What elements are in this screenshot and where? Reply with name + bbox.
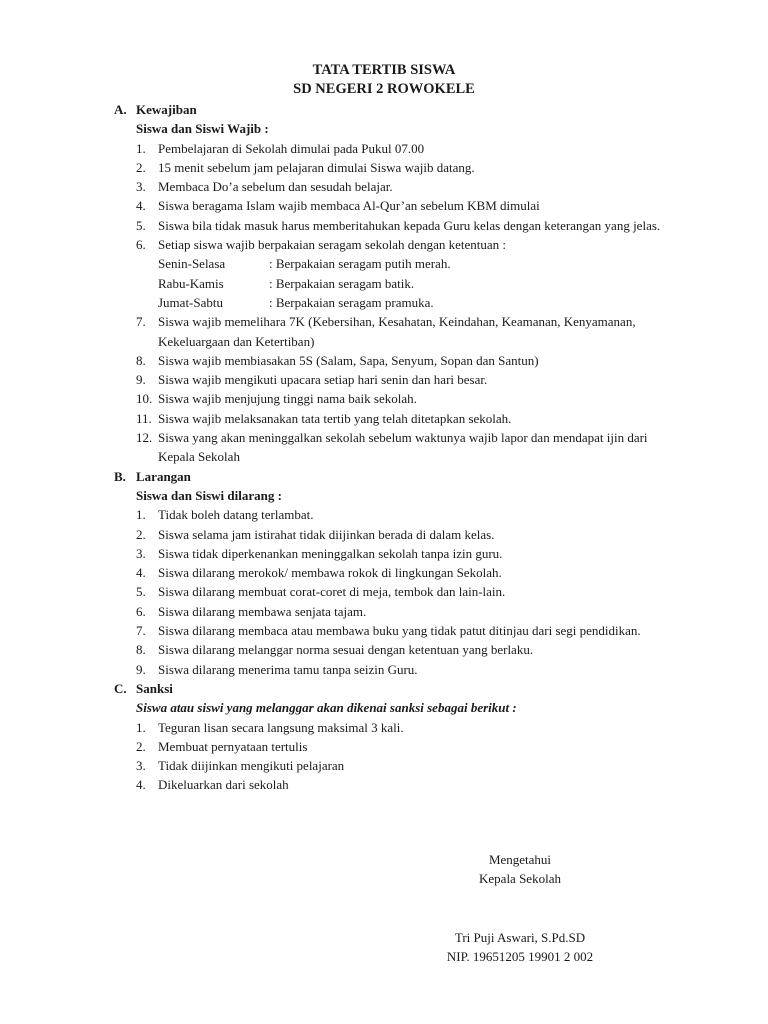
- item-number: 6.: [136, 237, 146, 253]
- list-item: [0, 409, 768, 428]
- list-item: [0, 428, 768, 467]
- list-item: [0, 177, 768, 196]
- item-number: 12.: [136, 430, 153, 446]
- schedule-uniform: : Berpakaian seragam putih merah.: [269, 256, 451, 272]
- section-title: Kewajiban: [136, 102, 197, 117]
- list-item: [0, 525, 768, 544]
- item-text: Siswa tidak diperkenankan meninggalkan sekolah tanpa izin guru.: [158, 545, 503, 561]
- item-number: 11.: [136, 410, 152, 426]
- item-text: Siswa dilarang membaca atau membawa buku yang tidak patut ditinjau dari segi pendidikan.: [158, 623, 641, 639]
- list-item: [0, 389, 768, 408]
- item-text: Siswa wajib membiasakan 5S (Salam, Sapa, Senyum, Sopan dan Santun): [158, 352, 539, 368]
- item-number: 2.: [136, 526, 146, 542]
- item-number: 1.: [136, 140, 146, 156]
- item-number: 5.: [136, 584, 146, 600]
- item-number: 5.: [136, 217, 146, 233]
- list-item: [0, 196, 768, 215]
- schedule-uniform: : Berpakaian seragam pramuka.: [269, 294, 434, 310]
- item-text: Siswa bila tidak masuk harus memberitahukan kepada Guru kelas dengan keterangan yang jelas.: [158, 217, 661, 233]
- item-text: Siswa yang akan meninggalkan sekolah sebelum waktunya wajib lapor dan mendapat ijin dari Kepala Sekolah: [158, 430, 648, 465]
- list-item: [0, 351, 768, 370]
- item-text: Tidak diijinkan mengikuti pelajaran: [158, 758, 345, 774]
- item-text: Pembelajaran di Sekolah dimulai pada Pukul 07.00: [158, 140, 425, 156]
- item-text: Siswa wajib memelihara 7K (Kebersihan, Kesahatan, Keindahan, Keamanan, Kenyamanan, Kekeluargaan dan Ketertiban): [158, 314, 636, 349]
- item-number: 2.: [136, 738, 146, 754]
- item-text: Siswa wajib mengikuti upacara setiap hari senin dan hari besar.: [158, 372, 488, 388]
- signature-header: [440, 850, 600, 889]
- signature-block: [410, 928, 630, 967]
- list-item: [0, 602, 768, 621]
- schedule-days: Jumat-Sabtu: [158, 294, 223, 310]
- section-a-heading: [0, 100, 768, 119]
- section-title: Sanksi: [136, 680, 173, 696]
- item-text: Siswa dilarang melanggar norma sesuai dengan ketentuan yang berlaku.: [158, 642, 534, 658]
- list-item: [0, 563, 768, 582]
- item-number: 4.: [136, 777, 146, 793]
- schedule-uniform: : Berpakaian seragam batik.: [269, 275, 415, 291]
- list-item: [0, 139, 768, 158]
- item-text: Setiap siswa wajib berpakaian seragam sekolah dengan ketentuan :: [158, 237, 506, 253]
- item-text: Membuat pernyataan tertulis: [158, 738, 308, 754]
- item-number: 4.: [136, 198, 146, 214]
- section-c-heading: [0, 679, 768, 698]
- acknowledged-label: Mengetahui: [488, 852, 552, 867]
- item-text: Siswa dilarang membuat corat-coret di meja, tembok dan lain-lain.: [158, 584, 506, 600]
- item-text: Tidak boleh datang terlambat.: [158, 507, 314, 523]
- list-item: [0, 158, 768, 177]
- principal-title: Kepala Sekolah: [479, 871, 561, 887]
- list-item: [0, 718, 768, 737]
- item-number: 6.: [136, 603, 146, 619]
- item-text: Membaca Do’a sebelum dan sesudah belajar.: [158, 179, 393, 195]
- section-a-subtitle: Siswa dan Siswi Wajib :: [136, 121, 269, 137]
- item-text: Siswa beragama Islam wajib membaca Al-Qur’an sebelum KBM dimulai: [158, 198, 540, 214]
- section-c-subtitle: Siswa atau siswi yang melanggar akan dikenai sanksi sebagai berikut :: [136, 700, 517, 716]
- list-item: [0, 505, 768, 524]
- item-number: 3.: [136, 545, 146, 561]
- item-number: 1.: [136, 507, 146, 523]
- schedule-row: [158, 274, 682, 293]
- item-text: Siswa dilarang merokok/ membawa rokok di lingkungan Sekolah.: [158, 565, 502, 581]
- uniform-schedule: [158, 254, 682, 312]
- school-name: SD NEGERI 2 ROWOKELE: [293, 81, 475, 97]
- section-b-subtitle: Siswa dan Siswi dilarang :: [136, 487, 282, 503]
- item-number: 10.: [136, 391, 153, 407]
- schedule-row: [158, 254, 682, 273]
- list-item: [0, 544, 768, 563]
- schedule-days: Senin-Selasa: [158, 256, 226, 272]
- list-item: [0, 660, 768, 679]
- item-number: 3.: [136, 758, 146, 774]
- item-text: Siswa dilarang membawa senjata tajam.: [158, 603, 367, 619]
- item-number: 7.: [136, 623, 146, 639]
- schedule-row: [158, 293, 682, 312]
- list-item: [0, 621, 768, 640]
- section-letter: A.: [114, 102, 127, 117]
- section-letter: B.: [114, 468, 126, 484]
- list-item: [0, 216, 768, 235]
- section-b-heading: [0, 467, 768, 486]
- principal-name: Tri Puji Aswari, S.Pd.SD: [454, 930, 586, 945]
- item-number: 4.: [136, 565, 146, 581]
- item-number: 8.: [136, 352, 146, 368]
- list-item: [0, 370, 768, 389]
- item-number: 7.: [136, 314, 146, 330]
- item-number: 3.: [136, 179, 146, 195]
- list-item: [0, 640, 768, 659]
- principal-nip: NIP. 19651205 19901 2 002: [446, 949, 594, 965]
- item-text: 15 menit sebelum jam pelajaran dimulai Siswa wajib datang.: [158, 159, 475, 175]
- item-text: Teguran lisan secara langsung maksimal 3 kali.: [158, 719, 404, 735]
- schedule-days: Rabu-Kamis: [158, 275, 224, 291]
- item-number: 8.: [136, 642, 146, 658]
- list-item: [0, 775, 768, 794]
- item-text: Dikeluarkan dari sekolah: [158, 777, 289, 793]
- list-item: [0, 312, 768, 351]
- prohibitions-list: [0, 505, 768, 679]
- item-number: 9.: [136, 372, 146, 388]
- section-letter: C.: [114, 680, 127, 696]
- list-item: [0, 582, 768, 601]
- document-body: [0, 100, 768, 795]
- item-text: Siswa wajib melaksanakan tata tertib yang telah ditetapkan sekolah.: [158, 410, 512, 426]
- section-title: Larangan: [136, 468, 191, 484]
- item-number: 2.: [136, 159, 146, 175]
- item-text: Siswa selama jam istirahat tidak diijinkan berada di dalam kelas.: [158, 526, 495, 542]
- list-item: [0, 737, 768, 756]
- list-item: [0, 235, 768, 312]
- item-text: Siswa dilarang menerima tamu tanpa seizin Guru.: [158, 661, 418, 677]
- list-item: [0, 756, 768, 775]
- item-number: 1.: [136, 719, 146, 735]
- obligations-list: [0, 139, 768, 467]
- item-text: Siswa wajib menjujung tinggi nama baik sekolah.: [158, 391, 417, 407]
- sanctions-list: [0, 718, 768, 795]
- item-number: 9.: [136, 661, 146, 677]
- document-title: TATA TERTIB SISWA: [312, 62, 456, 78]
